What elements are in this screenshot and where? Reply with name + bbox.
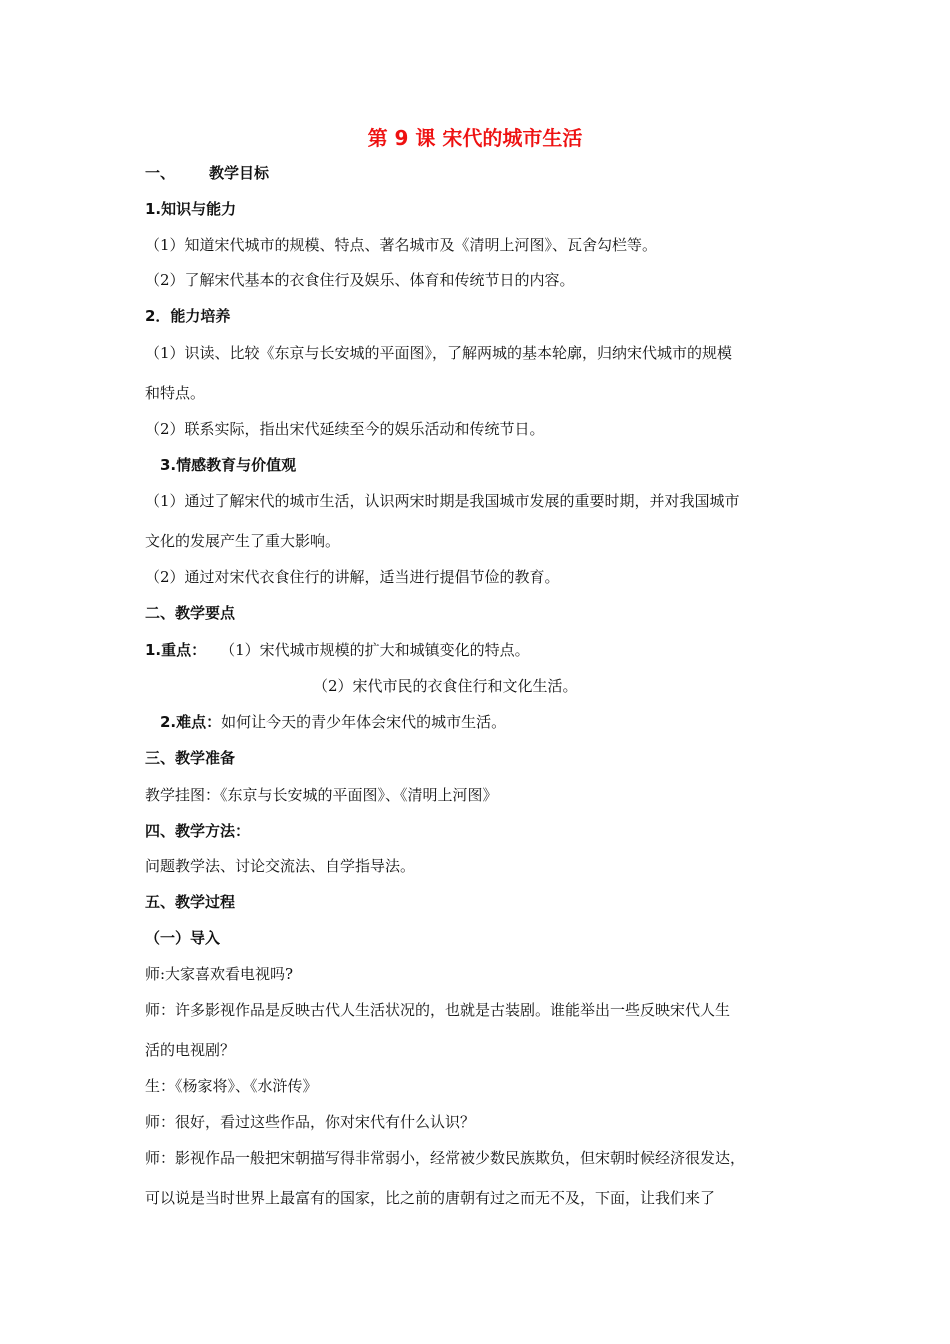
paragraph: （1）识读、比较《东京与长安城的平面图》，了解两城的基本轮廓，归纳宋代城市的规模 [145, 344, 733, 362]
key-point-text: （1）宋代城市规模的扩大和城镇变化的特点。 [220, 641, 530, 659]
dialogue-line: 活的电视剧？ [145, 1041, 236, 1059]
difficulty-label: 2.难点： [160, 713, 222, 731]
section-heading-key-points: 二、教学要点 [145, 604, 236, 622]
lesson-title: 第 9 课 宋代的城市生活 [367, 126, 583, 150]
dialogue-line: 可以说是当时世界上最富有的国家，比之前的唐朝有过之而无不及，下面，让我们来了 [145, 1189, 716, 1207]
subheading-intro: （一）导入 [145, 929, 221, 947]
dialogue-line: 生：《杨家将》、《水浒传》 [145, 1077, 318, 1095]
paragraph: 和特点。 [145, 384, 206, 402]
key-point-label: 1.重点： [145, 641, 207, 659]
difficulty-text: 如何让今天的青少年体会宋代的城市生活。 [221, 713, 507, 731]
section-number: 一、 [145, 164, 176, 182]
subheading-ability: 2．能力培养 [145, 307, 231, 325]
key-point-line [145, 640, 530, 660]
dialogue-line: 师:大家喜欢看电视吗? [145, 965, 294, 983]
paragraph: （2）了解宋代基本的衣食住行及娱乐、体育和传统节日的内容。 [145, 271, 575, 289]
section-heading-objectives [145, 163, 269, 183]
paragraph: （1）知道宋代城市的规模、特点、著名城市及《清明上河图》、瓦舍勾栏等。 [145, 236, 658, 254]
subheading-values: 3.情感教育与价值观 [160, 456, 297, 474]
difficulty-line [160, 712, 506, 732]
dialogue-line: 师：很好，看过这些作品，你对宋代有什么认识？ [145, 1113, 476, 1131]
section-heading-process: 五、教学过程 [145, 893, 236, 911]
paragraph: （2）通过对宋代衣食住行的讲解，适当进行提倡节俭的教育。 [145, 568, 560, 586]
section-heading-preparation: 三、教学准备 [145, 749, 236, 767]
paragraph: 问题教学法、讨论交流法、自学指导法。 [145, 857, 416, 875]
dialogue-line: 师：许多影视作品是反映古代人生活状况的，也就是古装剧。谁能举出一些反映宋代人生 [145, 1001, 731, 1019]
paragraph: 文化的发展产生了重大影响。 [145, 532, 341, 550]
dialogue-line: 师：影视作品一般把宋朝描写得非常弱小，经常被少数民族欺负，但宋朝时候经济很发达， [145, 1149, 746, 1167]
section-heading-methods: 四、教学方法： [145, 822, 251, 840]
paragraph: 教学挂图：《东京与长安城的平面图》、《清明上河图》 [145, 786, 498, 804]
paragraph: （1）通过了解宋代的城市生活，认识两宋时期是我国城市发展的重要时期，并对我国城市 [145, 492, 740, 510]
paragraph: （2）宋代市民的衣食住行和文化生活。 [313, 677, 578, 695]
section-title: 教学目标 [209, 164, 270, 182]
subheading-knowledge: 1.知识与能力 [145, 200, 237, 218]
paragraph: （2）联系实际，指出宋代延续至今的娱乐活动和传统节日。 [145, 420, 545, 438]
